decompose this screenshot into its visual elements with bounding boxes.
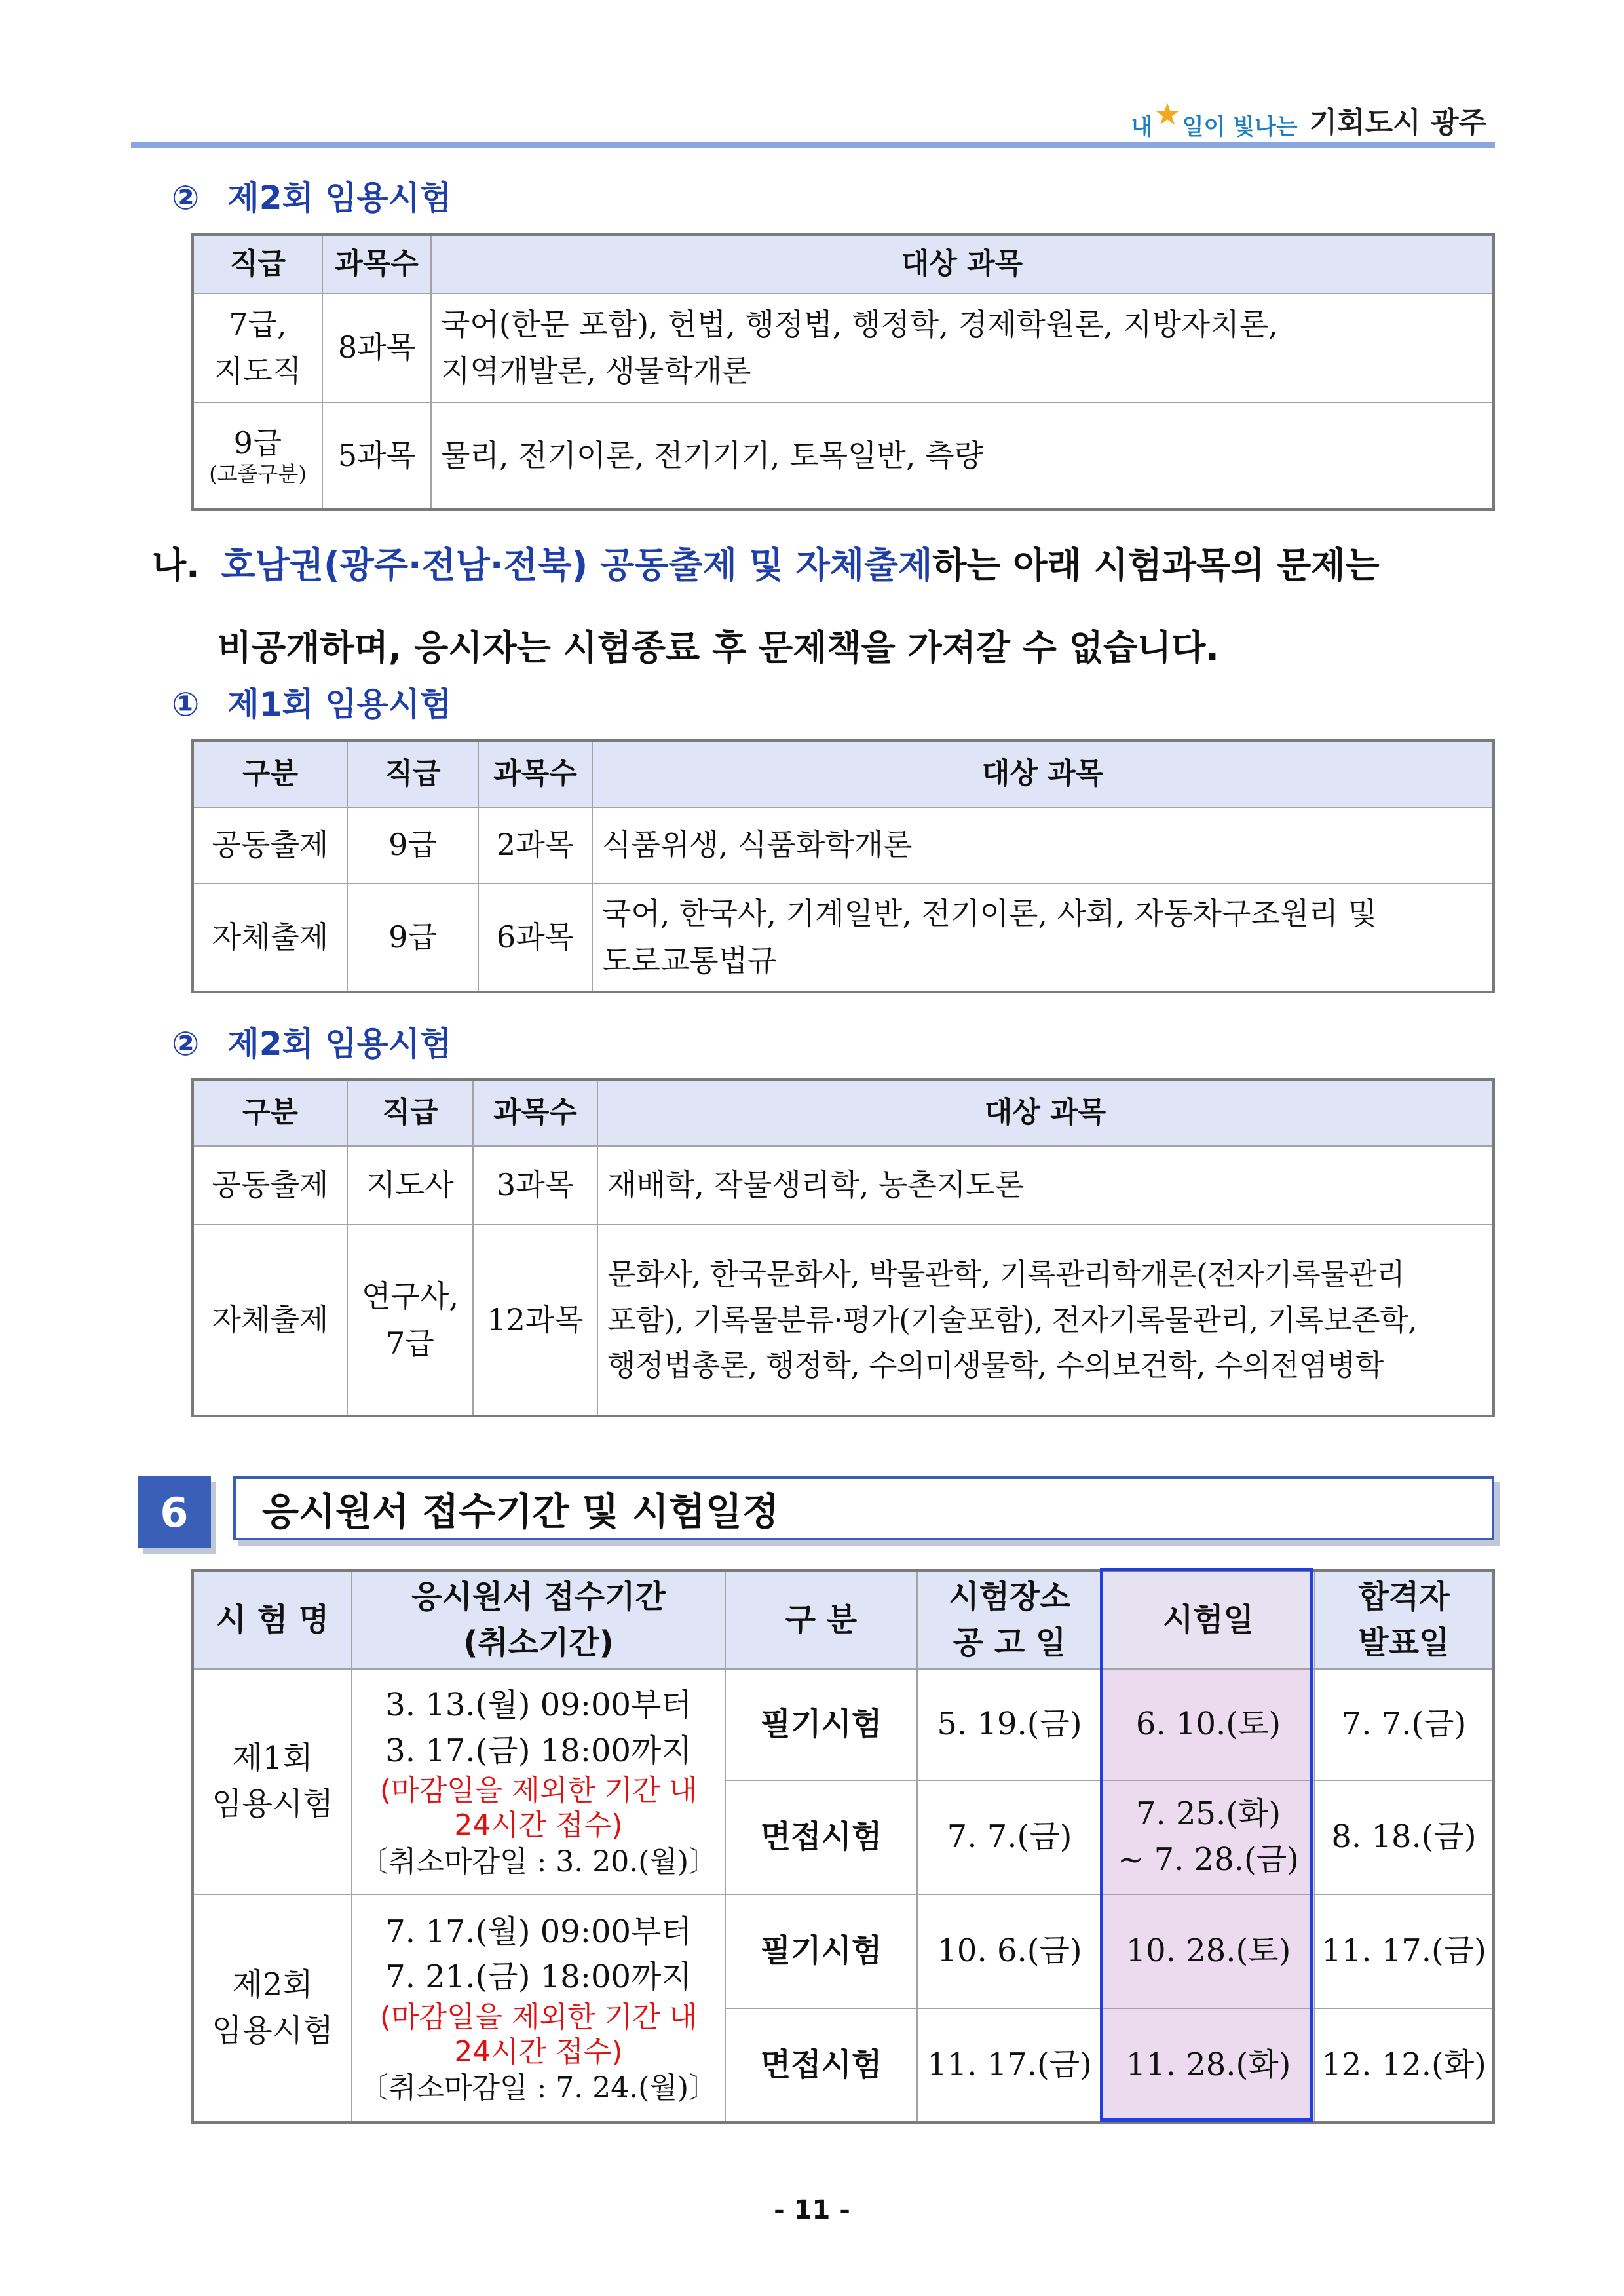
period-note: (마감일을 제외한 기간 내 24시간 접수) xyxy=(379,2000,698,2069)
col-grade: 직급 xyxy=(193,235,322,294)
notice-paragraph xyxy=(152,524,1515,689)
count-cell: 5과목 xyxy=(322,402,431,510)
table-row xyxy=(193,1669,1494,1780)
notice-prefix: 나. xyxy=(152,545,200,586)
result-date-cell: 12. 12.(화) xyxy=(1315,2008,1494,2122)
grade-note: (고졸구분) xyxy=(209,461,307,486)
col-grade: 직급 xyxy=(347,1079,473,1146)
slogan-part-1: 내 xyxy=(1131,114,1153,140)
round1-subjects-table-b xyxy=(191,739,1495,993)
period-cell xyxy=(352,1669,725,1894)
exam-date-cell: 7. 25.(화) ~ 7. 28.(금) xyxy=(1102,1780,1315,1894)
col-count: 과목수 xyxy=(478,740,592,807)
col-subjects: 대상 과목 xyxy=(597,1079,1494,1146)
col-subjects: 대상 과목 xyxy=(431,235,1494,294)
table-row xyxy=(193,1146,1494,1225)
col-count: 과목수 xyxy=(322,235,431,294)
grade-text: 9급 xyxy=(233,425,282,461)
subjects-cell: 국어, 한국사, 기계일반, 전기이론, 사회, 자동차구조원리 및 도로교통법규 xyxy=(592,883,1494,992)
subjects-cell: 물리, 전기이론, 전기기기, 토목일반, 측량 xyxy=(431,402,1494,510)
round2-subjects-table-a xyxy=(191,233,1495,511)
notice-date-cell: 11. 17.(금) xyxy=(917,2008,1102,2122)
page-number: - 11 - xyxy=(774,2195,850,2225)
schedule-table xyxy=(191,1569,1495,2124)
result-date-cell: 8. 18.(금) xyxy=(1315,1780,1494,1894)
stage-cell: 필기시험 xyxy=(725,1669,917,1780)
stage-cell: 면접시험 xyxy=(725,2008,917,2122)
round2-title: 제2회 임용시험 xyxy=(227,1025,452,1063)
count-cell: 6과목 xyxy=(478,883,592,992)
round2-title: 제2회 임용시험 xyxy=(227,179,452,217)
exam-name-cell: 제1회 임용시험 xyxy=(193,1669,352,1894)
result-date-cell: 7. 7.(금) xyxy=(1315,1669,1494,1780)
notice-date-cell: 7. 7.(금) xyxy=(917,1780,1102,1894)
period-cell xyxy=(352,1894,725,2122)
section-number-badge: 6 xyxy=(138,1476,211,1548)
col-subjects: 대상 과목 xyxy=(592,740,1494,807)
period-text: 7. 17.(월) 09:00부터 7. 21.(금) 18:00까지 xyxy=(385,1913,692,1996)
col-application-period: 응시원서 접수기간 (취소기간) xyxy=(352,1571,725,1669)
col-exam-date: 시험일 xyxy=(1102,1571,1315,1669)
notice-line-1 xyxy=(152,524,1515,607)
stage-cell: 면접시험 xyxy=(725,1780,917,1894)
table-row xyxy=(193,883,1494,992)
stage-cell: 필기시험 xyxy=(725,1894,917,2008)
col-type: 구분 xyxy=(193,740,347,807)
slogan-part-2: 일이 빛나는 xyxy=(1182,114,1298,140)
round1-title: 제1회 임용시험 xyxy=(227,685,452,723)
city-name: 기회도시 광주 xyxy=(1309,106,1486,140)
subjects-cell: 국어(한문 포함), 헌법, 행정법, 행정학, 경제학원론, 지방자치론, 지역개발론, 생물학개론 xyxy=(431,294,1494,402)
circled-two-marker: ② xyxy=(172,179,200,217)
grade-cell: 연구사, 7급 xyxy=(347,1225,473,1416)
slogan xyxy=(1131,96,1298,141)
star-icon: ★ xyxy=(1154,96,1181,132)
col-grade: 직급 xyxy=(347,740,478,807)
count-cell: 3과목 xyxy=(473,1146,597,1225)
col-stage: 구 분 xyxy=(725,1571,917,1669)
col-type: 구분 xyxy=(193,1079,347,1146)
exam-date-cell: 11. 28.(화) xyxy=(1102,2008,1315,2122)
type-cell: 공동출제 xyxy=(193,1146,347,1225)
exam-name-cell: 제2회 임용시험 xyxy=(193,1894,352,2122)
count-cell: 2과목 xyxy=(478,807,592,883)
round2-heading-b xyxy=(172,1018,451,1065)
count-cell: 8과목 xyxy=(322,294,431,402)
cancel-deadline: 〔취소마감일 : 7. 24.(월)〕 xyxy=(359,2071,718,2105)
type-cell: 공동출제 xyxy=(193,807,347,883)
notice-date-cell: 10. 6.(금) xyxy=(917,1894,1102,2008)
round1-heading-b xyxy=(172,678,451,725)
table-row xyxy=(193,807,1494,883)
table-header-row xyxy=(193,1079,1494,1146)
notice-highlight: 호남권(광주·전남·전북) 공동출제 및 자체출제 xyxy=(221,545,933,586)
type-cell: 자체출제 xyxy=(193,1225,347,1416)
notice-date-cell: 5. 19.(금) xyxy=(917,1669,1102,1780)
subjects-cell: 식품위생, 식품화학개론 xyxy=(592,807,1494,883)
schedule-header-row xyxy=(193,1571,1494,1669)
city-logo xyxy=(1131,88,1486,141)
table-row xyxy=(193,402,1494,510)
table-row xyxy=(193,294,1494,402)
table-header-row xyxy=(193,740,1494,807)
header-rule xyxy=(131,142,1495,148)
notice-rest: 하는 아래 시험과목의 문제는 xyxy=(932,545,1380,586)
grade-cell: 지도사 xyxy=(347,1146,473,1225)
circled-two-marker: ② xyxy=(172,1025,200,1063)
subjects-cell: 재배학, 작물생리학, 농촌지도론 xyxy=(597,1146,1494,1225)
cancel-deadline: 〔취소마감일 : 3. 20.(월)〕 xyxy=(359,1845,718,1879)
col-exam-name: 시 험 명 xyxy=(193,1571,352,1669)
round2-subjects-table-b xyxy=(191,1078,1495,1417)
col-result-date: 합격자 발표일 xyxy=(1315,1571,1494,1669)
grade-cell: 9급 xyxy=(347,807,478,883)
table-row xyxy=(193,1894,1494,2008)
period-text: 3. 13.(월) 09:00부터 3. 17.(금) 18:00까지 xyxy=(385,1687,692,1769)
notice-line-2: 비공개하며, 응시자는 시험종료 후 문제책을 가져갈 수 없습니다. xyxy=(217,627,1219,668)
count-cell: 12과목 xyxy=(473,1225,597,1416)
section-title: 응시원서 접수기간 및 시험일정 xyxy=(233,1476,1494,1540)
grade-cell xyxy=(193,402,322,510)
col-venue-notice: 시험장소 공 고 일 xyxy=(917,1571,1102,1669)
type-cell: 자체출제 xyxy=(193,883,347,992)
exam-date-cell: 10. 28.(토) xyxy=(1102,1894,1315,2008)
grade-cell: 7급, 지도직 xyxy=(193,294,322,402)
table-row xyxy=(193,1225,1494,1416)
grade-cell: 9급 xyxy=(347,883,478,992)
round2-heading-a xyxy=(172,172,451,219)
table-header-row xyxy=(193,235,1494,294)
result-date-cell: 11. 17.(금) xyxy=(1315,1894,1494,2008)
col-count: 과목수 xyxy=(473,1079,597,1146)
subjects-cell: 문화사, 한국문화사, 박물관학, 기록관리학개론(전자기록물관리 포함), 기록물분류·평가(기술포함), 전자기록물관리, 기록보존학, 행정법총론, 행정학, 수의미생물학, 수의보건학, 수의전염병학 xyxy=(597,1225,1494,1416)
exam-date-cell: 6. 10.(토) xyxy=(1102,1669,1315,1780)
period-note: (마감일을 제외한 기간 내 24시간 접수) xyxy=(379,1774,698,1842)
circled-one-marker: ① xyxy=(172,685,200,723)
